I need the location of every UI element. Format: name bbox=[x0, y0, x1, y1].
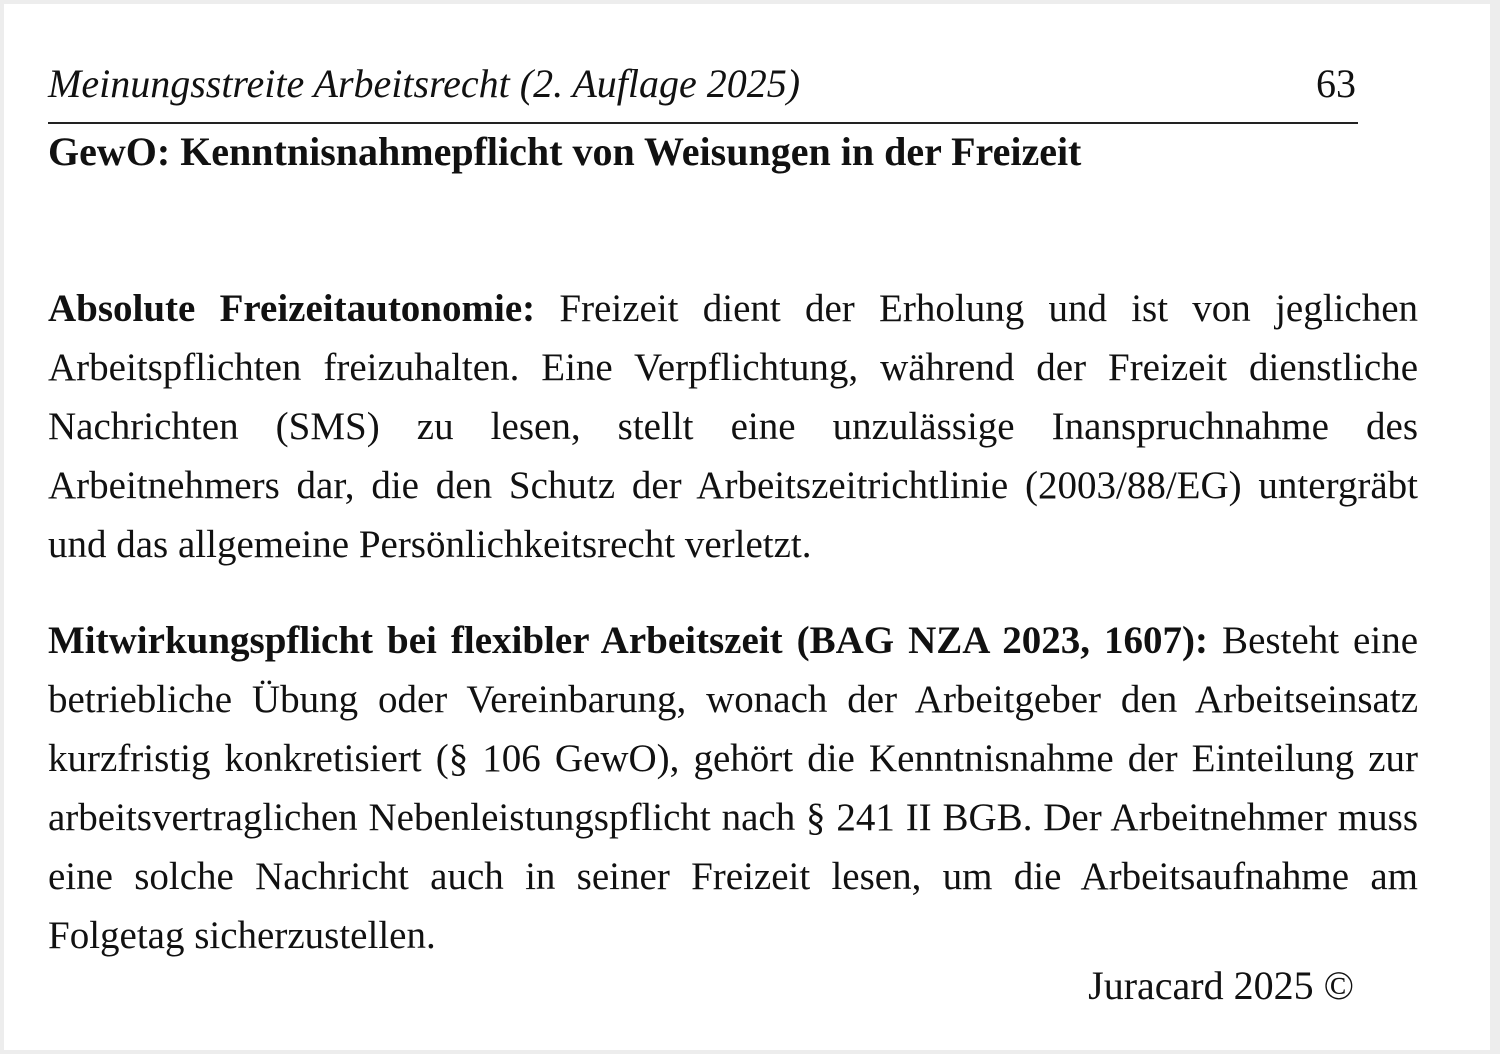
topic-heading: GewO: Kenntnisnahmepflicht von Weisungen in der Freizeit bbox=[48, 129, 1082, 174]
paragraph-text: Besteht eine betriebliche Übung oder Vereinbarung, wonach der Arbeitgeber den Arbeitseinsatz kurzfristig konkretisiert (§ 106 GewO), gehört die Kenntnisnahme der Einteilung zur arbeitsvertraglichen Nebenleistungspflicht nach § 241 II BGB. Der Arbeitnehmer muss eine solche Nachricht auch in seiner Freizeit lesen, um die Arbeitsaufnahme am Folgetag sicherzustellen. bbox=[48, 619, 1419, 957]
paragraph-text: Freizeit dient der Erholung und ist von jeglichen Arbeitspflichten freizuhalten. Eine Verpflichtung, während der Freizeit dienstliche Nachrichten (SMS) zu lesen, stellt eine unzulässige Inanspruchnahme des Arbeitnehmers dar, die den Schutz der Arbeitszeitrichtlinie (2003/88/EG) untergräbt und das allgemeine Persönlichkeitsrecht verletzt. bbox=[48, 287, 1419, 566]
book-title: Meinungsstreite Arbeitsrecht (2. Auflage 2025) bbox=[48, 61, 801, 106]
paragraph-absolute-freizeitautonomie bbox=[48, 279, 1418, 574]
paragraph-mitwirkungspflicht bbox=[48, 611, 1418, 965]
copyright-footer: Juracard 2025 © bbox=[1088, 963, 1354, 1008]
paragraph-lead: Mitwirkungspflicht bei flexibler Arbeitszeit (BAG NZA 2023, 1607): bbox=[48, 619, 1209, 662]
paragraph-lead: Absolute Freizeitautonomie: bbox=[48, 287, 536, 330]
page-number: 63 bbox=[1316, 61, 1356, 106]
page-header bbox=[48, 58, 1358, 124]
